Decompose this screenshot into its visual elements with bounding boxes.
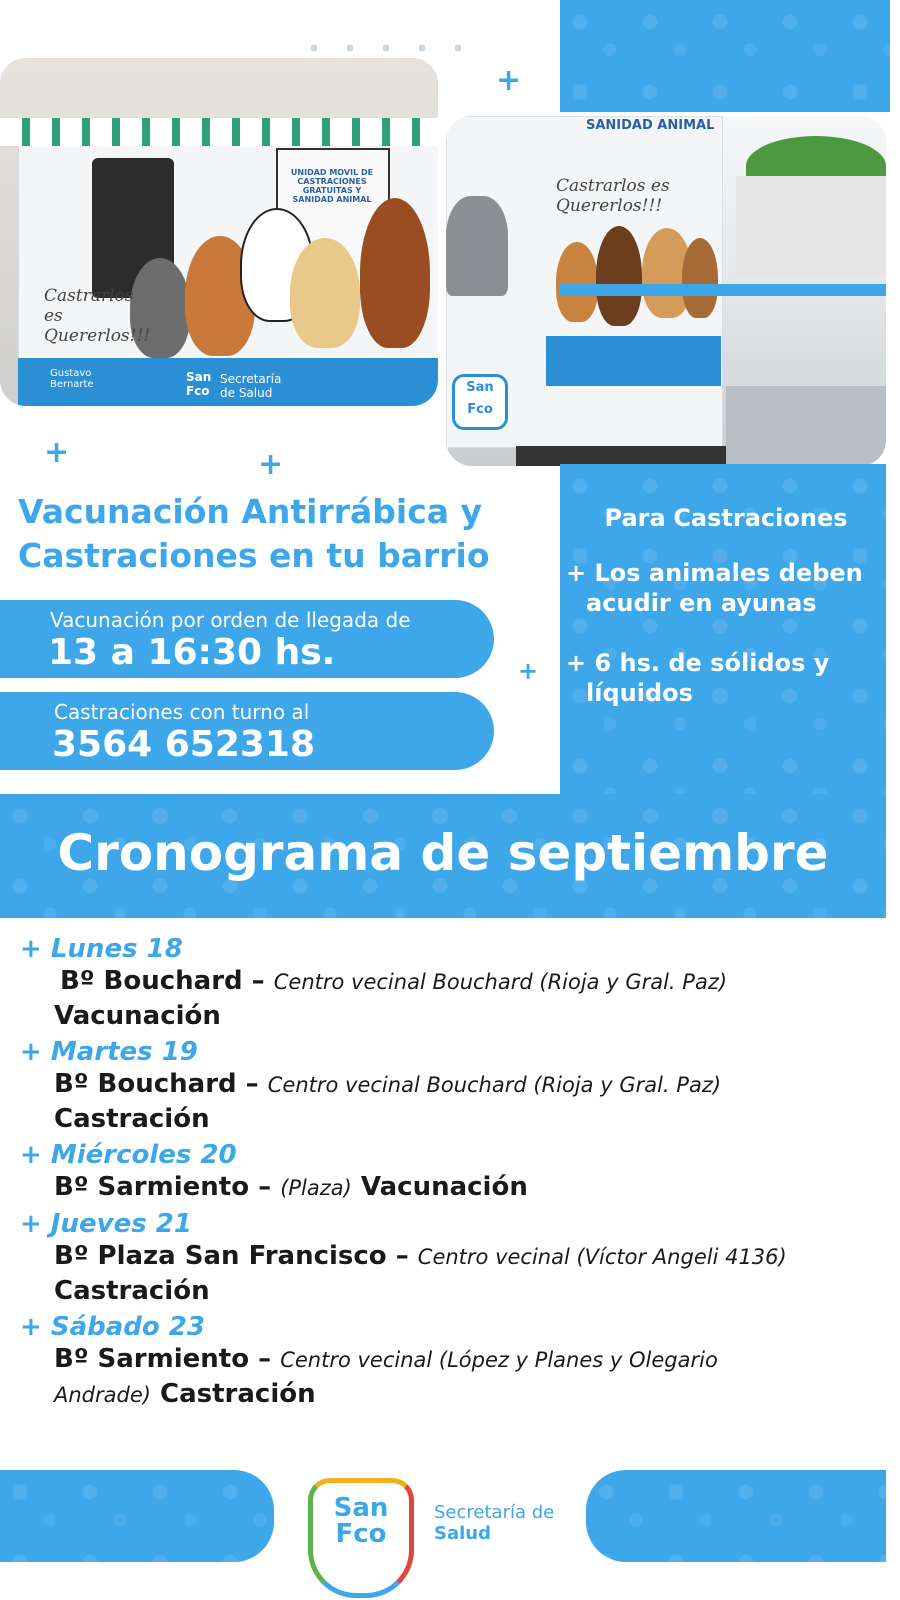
castration-info-title: Para Castraciones [604, 504, 848, 532]
san-fco-logo [308, 1478, 414, 1598]
castration-phone: 3564 652318 [52, 724, 316, 765]
castration-info-item-2: + 6 hs. de sólidos y líquidos [566, 649, 830, 707]
plus-icon: + [258, 447, 284, 482]
plus-icon: + [496, 63, 522, 98]
castration-info-item-1: + Los animales deben acudir en ayunas [566, 559, 863, 617]
mobile-unit-photo-left [0, 58, 438, 406]
plus-icon: + [20, 1312, 42, 1342]
footer-org: Secretaría de Salud [434, 1502, 555, 1544]
plus-icon: + [20, 1209, 42, 1239]
castration-label: Castraciones con turno al [54, 700, 310, 724]
footer-left-block [0, 1470, 274, 1562]
plus-icon: + [20, 1037, 42, 1067]
schedule-item-5: + Sábado 23 Bº Sarmiento – Centro vecinal (López y Planes y Olegario Andrade) Castración [20, 1312, 718, 1409]
plus-icon: + [566, 649, 587, 677]
logo-line1: San [333, 1493, 389, 1523]
plus-icon: + [518, 657, 539, 685]
right-top-text: SANIDAD ANIMAL [586, 118, 715, 133]
castration-phone-pill [0, 692, 494, 770]
photo-footer-left: Gustavo Bernarte [50, 368, 94, 390]
top-right-banner [560, 0, 890, 112]
schedule-item-1: + Lunes 18 Bº Bouchard – Centro vecinal Bouchard (Rioja y Gral. Paz) Vacunación [20, 934, 728, 1031]
slogan-right: Castrarlos es Quererlos!!! [556, 176, 670, 216]
logo-line2: Fco [335, 1519, 387, 1549]
schedule-banner [0, 794, 886, 918]
vaccination-label: Vacunación por orden de llegada de [50, 608, 411, 632]
slogan-left: Castrarlos es Quererlos!!! [44, 286, 151, 346]
schedule-title: Cronograma de septiembre [57, 824, 829, 882]
photo-footer-logo: San Fco [186, 370, 212, 398]
schedule-item-4: + Jueves 21 Bº Plaza San Francisco – Centro vecinal (Víctor Angeli 4136) Castración [20, 1209, 787, 1306]
main-headline [18, 490, 558, 578]
castration-info [566, 504, 886, 708]
plus-icon: + [566, 559, 587, 587]
thin-stripe [560, 284, 886, 296]
panel-text: UNIDAD MOVIL DE CASTRACIONES GRATUITAS Y SANIDAD ANIMAL [290, 168, 374, 204]
awning [0, 118, 438, 146]
plus-icon: + [20, 934, 42, 964]
footer-right-block [586, 1470, 886, 1562]
vaccination-hours: 13 a 16:30 hs. [48, 632, 336, 673]
vaccination-hours-pill [0, 600, 494, 678]
schedule-list [20, 934, 880, 1412]
schedule-item-2: + Martes 19 Bº Bouchard – Centro vecinal Bouchard (Rioja y Gral. Paz) Castración [20, 1037, 722, 1134]
photo-footer-right: Secretaría de Salud [220, 372, 282, 400]
plus-icon: + [44, 435, 70, 470]
headline-line2: Castraciones en tu barrio [18, 536, 490, 575]
right-logo: San Fco [452, 374, 508, 430]
plus-icon: + [20, 1140, 42, 1170]
carousel-dots [296, 36, 476, 55]
schedule-item-3: + Miércoles 20 Bº Sarmiento – (Plaza) Vacunación [20, 1140, 528, 1202]
headline-line1: Vacunación Antirrábica y [18, 492, 483, 531]
